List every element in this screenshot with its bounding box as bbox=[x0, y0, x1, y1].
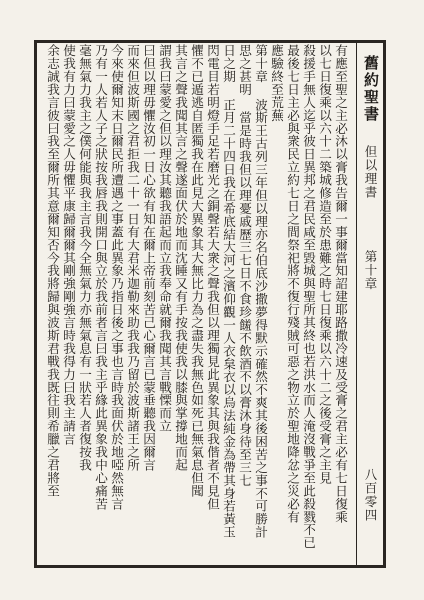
text-column: 乃有一人若人子之狀按我唇我則開口與立於我前者言曰我主乎緣此異象我中心痛苦 bbox=[93, 44, 108, 511]
text-column: 殺援手無人迄乎彼日異邦之君民咸至毀城與聖所其終也若洪水而人淹沒戰爭至此殺戮不已 bbox=[301, 44, 316, 550]
text-column: 曰但以理毋懼汝初一日心欲有知在爾上帝前刻苦己心爾言已蒙垂聽我因爾言 bbox=[141, 44, 156, 472]
running-title: 舊約聖書 bbox=[362, 55, 380, 123]
text-column: 閃電目若明燈手足若磨光之銅聲若大衆之聲我但以理獨見此異象其與我偕者不見但 bbox=[205, 44, 220, 511]
text-column: 毫無氣力我主之僕何能與我主言我今全無氣力亦無氣息有一狀若人者復按我 bbox=[77, 44, 92, 472]
text-column: 余志誠我言彼曰我至爾所其意爾知否今我將歸與波斯君戰我既往則希臘之君將至 bbox=[45, 44, 60, 498]
page-number: 八百零四 bbox=[363, 468, 378, 522]
text-column: 今來使爾知末日爾民所遭遇之事蓋此異象乃指日後之事也言時我面伏於地啞然無言 bbox=[109, 44, 124, 511]
text-column: 謂我曰蒙愛之但以理汝其聽我語起而立我奉命就爾我聞其言戰慄而立 bbox=[157, 44, 172, 433]
book-name: 但以理書 bbox=[363, 145, 378, 199]
text-column: 最後七日主必與衆民立約七日之間祭祀將不復行殘賊可惡之物立於聖地降忿之災必有 bbox=[285, 44, 300, 524]
text-column: 第十章 波斯王古列三年但以理亦名伯底沙撒夢得默示確然不爽其後困苦之事不可勝計 bbox=[253, 44, 268, 539]
text-body bbox=[44, 44, 348, 562]
text-column: 懼不已遁逃自匿獨我在此見大異象其大無比力為之盡失我無色如死已無氣息但聞 bbox=[189, 44, 204, 498]
text-column: 其言之聲我聞其言之聲遂面伏於地而沈睡又有手按我使我以膝與掌撐地而起 bbox=[173, 44, 188, 472]
text-column: 使我有力曰蒙愛之人毋懼平康歸爾爾其剛強剛強言時我得力曰我主請言 bbox=[61, 44, 76, 446]
chapter-label: 第十章 bbox=[363, 250, 378, 291]
text-column: 而來但波斯國之君拒我二十一日有大君米迦勒來助我我乃留於波斯諸王之所 bbox=[125, 44, 140, 472]
text-column: 有應至聖之主必沐以膏我告爾一事爾當知詔建耶路撒冷速及受膏之君主必有七日復乘 bbox=[333, 44, 348, 524]
text-column: 思之甚明 當是時我但以理憂戚歷三七日不食珍饈不飲酒不以膏沐身待至三七 bbox=[237, 44, 252, 487]
text-column: 日之期 正月二十四日我在希底結大河之濱仰觀一人衣枲衣以烏法純金為帶其身若黃玉 bbox=[221, 44, 236, 539]
text-column: 以七日復乘以六十二築城修造至於患難之時七日復乘以六十二之後受膏之主見 bbox=[317, 44, 332, 485]
text-column: 應驗終至荒蕪 bbox=[269, 44, 284, 122]
